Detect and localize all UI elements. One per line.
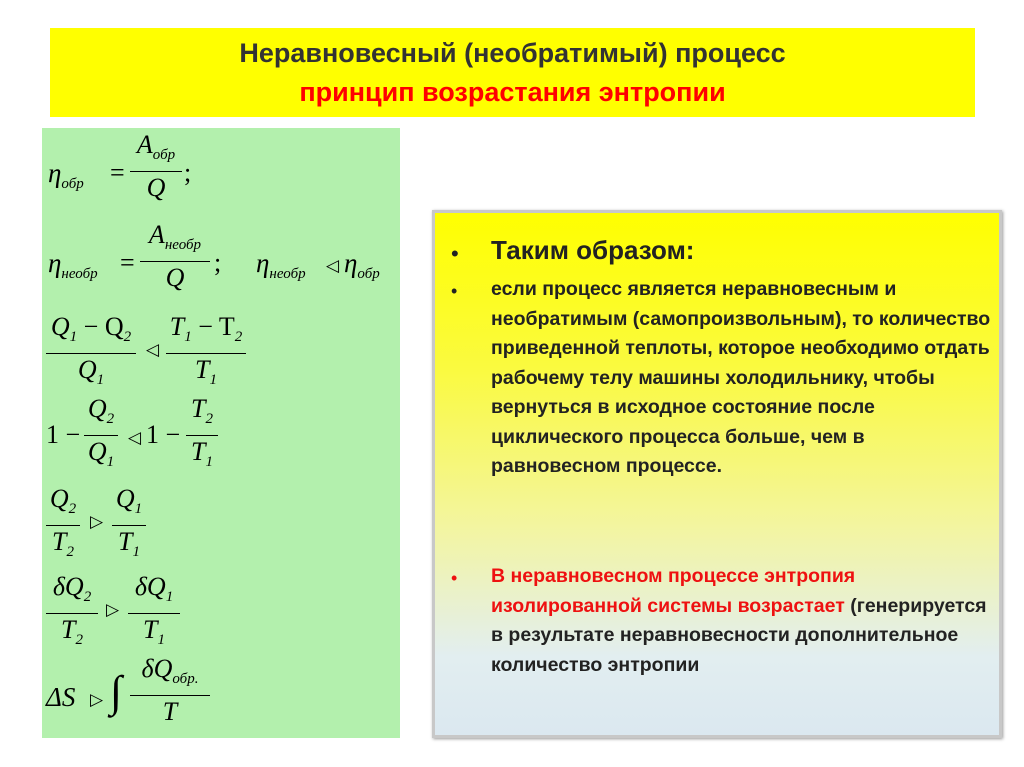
formula-subscript: 1	[157, 632, 165, 648]
formula-subscript: 1	[132, 544, 140, 560]
greater-than-operator: ▷	[106, 600, 120, 620]
greater-than-operator: ▷	[90, 512, 104, 532]
fraction-denominator: T	[52, 527, 67, 556]
formula-subscript: 1	[134, 501, 143, 517]
formula-subscript: 1	[106, 454, 115, 470]
fraction-bar	[166, 353, 246, 354]
formula-subscript: 2	[234, 329, 243, 345]
formula-fraction	[46, 484, 80, 567]
formula-operator: − Q	[77, 312, 124, 341]
less-than-operator: ◁	[146, 340, 160, 360]
fraction-denominator: T	[162, 697, 178, 726]
fraction-denominator: Q	[146, 173, 166, 202]
formula-subscript: 2	[123, 329, 132, 345]
formula-subscript: обр	[61, 176, 84, 192]
fraction-denominator: Q	[87, 437, 107, 466]
formula-subscript: необр	[61, 266, 98, 282]
formula-symbol: η	[48, 158, 62, 188]
formula-fraction	[166, 312, 246, 395]
formula-subscript: обр.	[172, 671, 199, 687]
fraction-bar	[46, 613, 98, 614]
formula-panel	[42, 128, 400, 738]
fraction-denominator: T	[61, 615, 76, 644]
formula-fraction	[186, 394, 218, 477]
formula-subscript: 1	[96, 372, 105, 388]
formula-fraction	[46, 312, 136, 395]
summary-heading: Таким образом:	[491, 235, 695, 265]
formula-subscript: 1	[205, 454, 213, 470]
fraction-bar	[84, 435, 118, 436]
integral-symbol: ∫	[110, 667, 123, 716]
formula-operator: − T	[191, 312, 235, 341]
summary-paragraph-1: если процесс является неравновесным и необратимым (самопроизвольным), то количество приведенной теплоты, которое необходимо отдать рабочему телу машины холодильнику, чтобы вернуться в исходное состояние после циклического процесса больше, чем в равновесном процессе.	[491, 278, 991, 477]
formula-constant: 1 −	[146, 420, 181, 449]
formula-symbol: ΔS	[46, 682, 76, 712]
fraction-numerator: A	[148, 220, 165, 249]
entropy-generation-note: (генерируется в результате неравновесности дополнительное количество энтропии	[491, 594, 987, 676]
formula-fraction	[140, 220, 210, 293]
slide-subtitle: принцип возрастания энтропии	[299, 77, 726, 107]
fraction-numerator: T	[191, 394, 206, 423]
fraction-numerator: δQ	[141, 654, 173, 683]
fraction-bar	[130, 695, 210, 696]
title-banner	[50, 28, 975, 117]
formula-constant: 1 −	[46, 420, 81, 449]
less-than-operator: ◁	[326, 256, 340, 276]
fraction-denominator: T	[195, 355, 210, 384]
formula-subscript: 2	[66, 544, 74, 560]
slide-title: Неравновесный (необратимый) процесс	[239, 38, 786, 68]
formula-fraction	[112, 484, 146, 567]
formula-subscript: 1	[209, 372, 217, 388]
formula-subscript: 2	[106, 411, 115, 427]
fraction-denominator: T	[191, 437, 206, 466]
bullet-marker: •	[451, 568, 458, 588]
formula-subscript: необр	[269, 266, 306, 282]
summary-paragraph-2	[491, 562, 991, 680]
greater-than-operator: ▷	[90, 690, 104, 710]
fraction-denominator: T	[118, 527, 133, 556]
summary-panel	[432, 210, 1002, 738]
formula-punctuation: ;	[184, 158, 192, 187]
formula-operator: =	[110, 158, 125, 187]
fraction-numerator: δQ	[134, 572, 166, 601]
formula-symbol: η	[256, 248, 270, 278]
formula-fraction	[84, 394, 118, 477]
formula-subscript: 1	[184, 329, 192, 345]
formula-subscript: 2	[68, 501, 77, 517]
formula-fraction	[46, 572, 98, 655]
formula-subscript: 2	[75, 632, 83, 648]
formula-subscript: 1	[69, 329, 78, 345]
formula-operator: =	[120, 248, 135, 277]
formula-punctuation: ;	[214, 248, 222, 277]
fraction-numerator: A	[136, 130, 153, 159]
fraction-bar	[112, 525, 146, 526]
fraction-numerator: Q	[50, 312, 70, 341]
less-than-operator: ◁	[128, 428, 142, 448]
formula-fraction	[128, 572, 180, 655]
fraction-numerator: Q	[49, 484, 69, 513]
fraction-numerator: T	[169, 312, 185, 341]
formula-subscript: необр	[164, 237, 202, 253]
formula-fraction	[130, 130, 182, 203]
formula-symbol: η	[48, 248, 62, 278]
formula-subscript: обр	[357, 266, 380, 282]
formula-subscript: 2	[83, 589, 92, 605]
fraction-bar	[186, 435, 218, 436]
fraction-denominator: T	[143, 615, 158, 644]
fraction-bar	[128, 613, 180, 614]
formula-fraction	[130, 654, 210, 727]
fraction-numerator: Q	[87, 394, 107, 423]
formula-subscript: обр	[152, 147, 176, 163]
fraction-bar	[130, 171, 182, 172]
bullet-marker: •	[451, 241, 459, 266]
fraction-bar	[140, 261, 210, 262]
entropy-increase-statement: В неравновесном процессе энтропия изолированной системы возрастает	[491, 565, 856, 617]
fraction-denominator: Q	[165, 263, 185, 292]
fraction-bar	[46, 353, 136, 354]
formula-subscript: 2	[205, 411, 213, 427]
formula-subscript: 1	[165, 589, 174, 605]
fraction-numerator: Q	[115, 484, 135, 513]
fraction-numerator: δQ	[52, 572, 84, 601]
formula-symbol: η	[344, 248, 358, 278]
fraction-bar	[46, 525, 80, 526]
bullet-marker: •	[451, 281, 458, 301]
fraction-denominator: Q	[77, 355, 97, 384]
